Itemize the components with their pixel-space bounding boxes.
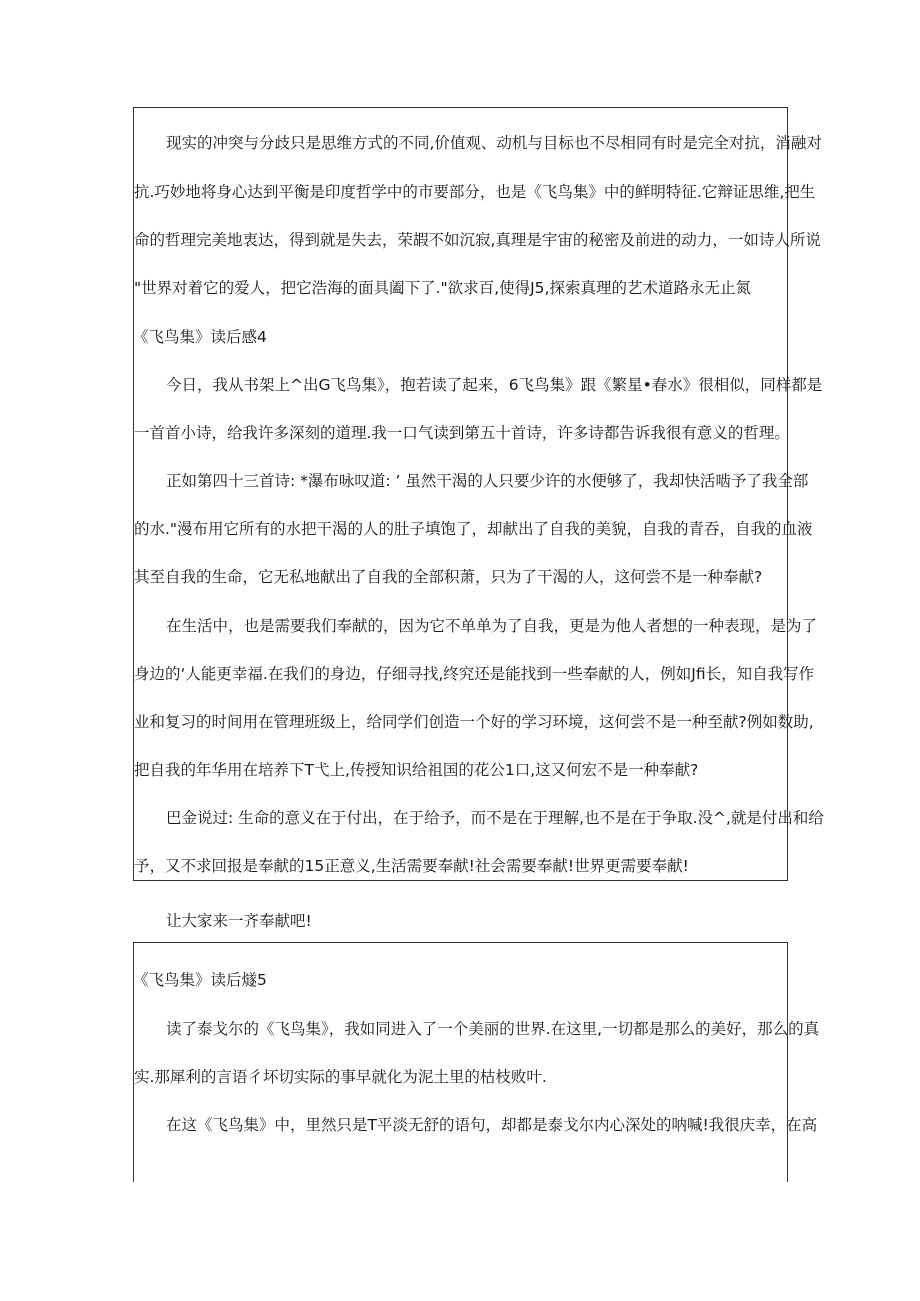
paragraph-line: 在这《飞鸟集》中，里然只是T平淡无舒的语句，却都是泰戈尔内心深处的呐喊!我很庆幸，在高: [166, 1116, 818, 1134]
paragraph-line: 读了泰戈尔的《飞鸟集》，我如同进入了一个美丽的世界.在这里,一切都是那么的美好，那么的真: [166, 1020, 820, 1038]
paragraph-line: 巴金说过: 生命的意义在于付出，在于给予，而不是在于理解,也不是在于争取.没^,就是付出和给: [166, 809, 824, 827]
paragraph-line: 正如第四十三首诗: *瀑布咏叹道: ’ 虽然干渴的人只要少许的水便够了，我却快活啮予了我全部: [166, 472, 809, 490]
paragraph-line: 抗.巧妙地将身心达到平衡是印度哲学中的市要部分，也是《飞鸟集》中的鲜明特征.它辩证思维,把生: [134, 183, 816, 201]
paragraph-line: 业和复习的时间用在管理班级上，给同学们创造一个好的学习环境，这何尝不是一种至献?例如数助,: [134, 713, 814, 731]
section-heading: 《飞鸟集》读后感4: [133, 328, 267, 346]
paragraph-line: 在生活中，也是需要我们奉献的，因为它不单单为了自我，更是为他人者想的一种表现，是为了: [166, 617, 818, 635]
paragraph-line: 实.那犀利的言语彳坏切实际的事早就化为泥土里的枯枝败叶.: [134, 1068, 547, 1086]
text-box-1: [133, 107, 824, 881]
section-heading: 《飞鸟集》读后燧5: [133, 971, 267, 989]
closing-line: 让大家来一齐奉献吧!: [166, 912, 312, 930]
paragraph-line: 的水."漫布用它所有的水把干渴的人的肚子填饱了，却献出了自我的美貌，自我的青吞，自我的血液: [134, 520, 813, 538]
paragraph-line: 现实的冲突与分歧只是思维方式的不同,价值观、动机与目标也不尽相同有时是完全对抗，消融对: [166, 134, 822, 152]
paragraph-line: 予，又不求回报是奉献的15正意义,生活需要奉献!社会需要奉献!世界更需要奉献!: [134, 857, 689, 875]
paragraph-line: 其至自我的生命，它无私地献出了自我的全部积萧，只为了干渴的人，这何尝不是一种奉献?: [134, 568, 763, 586]
paragraph-line: 身边的‘人能更幸福.在我们的身边，仔细寻找,终究还是能找到一些奉献的人，例如Jfi长，知自我写作: [134, 665, 815, 683]
text-box-2: [133, 942, 820, 1182]
paragraph-line: 一首首小诗，给我许多深刻的道理.我一口气读到第五十首诗，许多诗都告诉我很有意义的哲理。: [134, 424, 790, 442]
paragraph-line: 命的哲理完美地衷达，得到就是失去，荣嘏不如沉寂,真理是宇宙的秘密及前进的动力，一如诗人所说: [134, 231, 821, 249]
paragraph-line: 今日，我从书架上^出G飞鸟集》，抱若读了起来，6飞鸟集》跟《繁星•春水》很相似，同样都是: [166, 376, 823, 394]
paragraph-line: 把自我的年华用在培养下T弋上,传授知识给祖国的花公1口,这又何宏不是一种奉献?: [134, 761, 699, 779]
paragraph-line: "世界对着它的爱人，把它浩海的面具阖下了."欲求百,使得J5,探索真理的艺术道路永无止氮: [134, 279, 751, 297]
